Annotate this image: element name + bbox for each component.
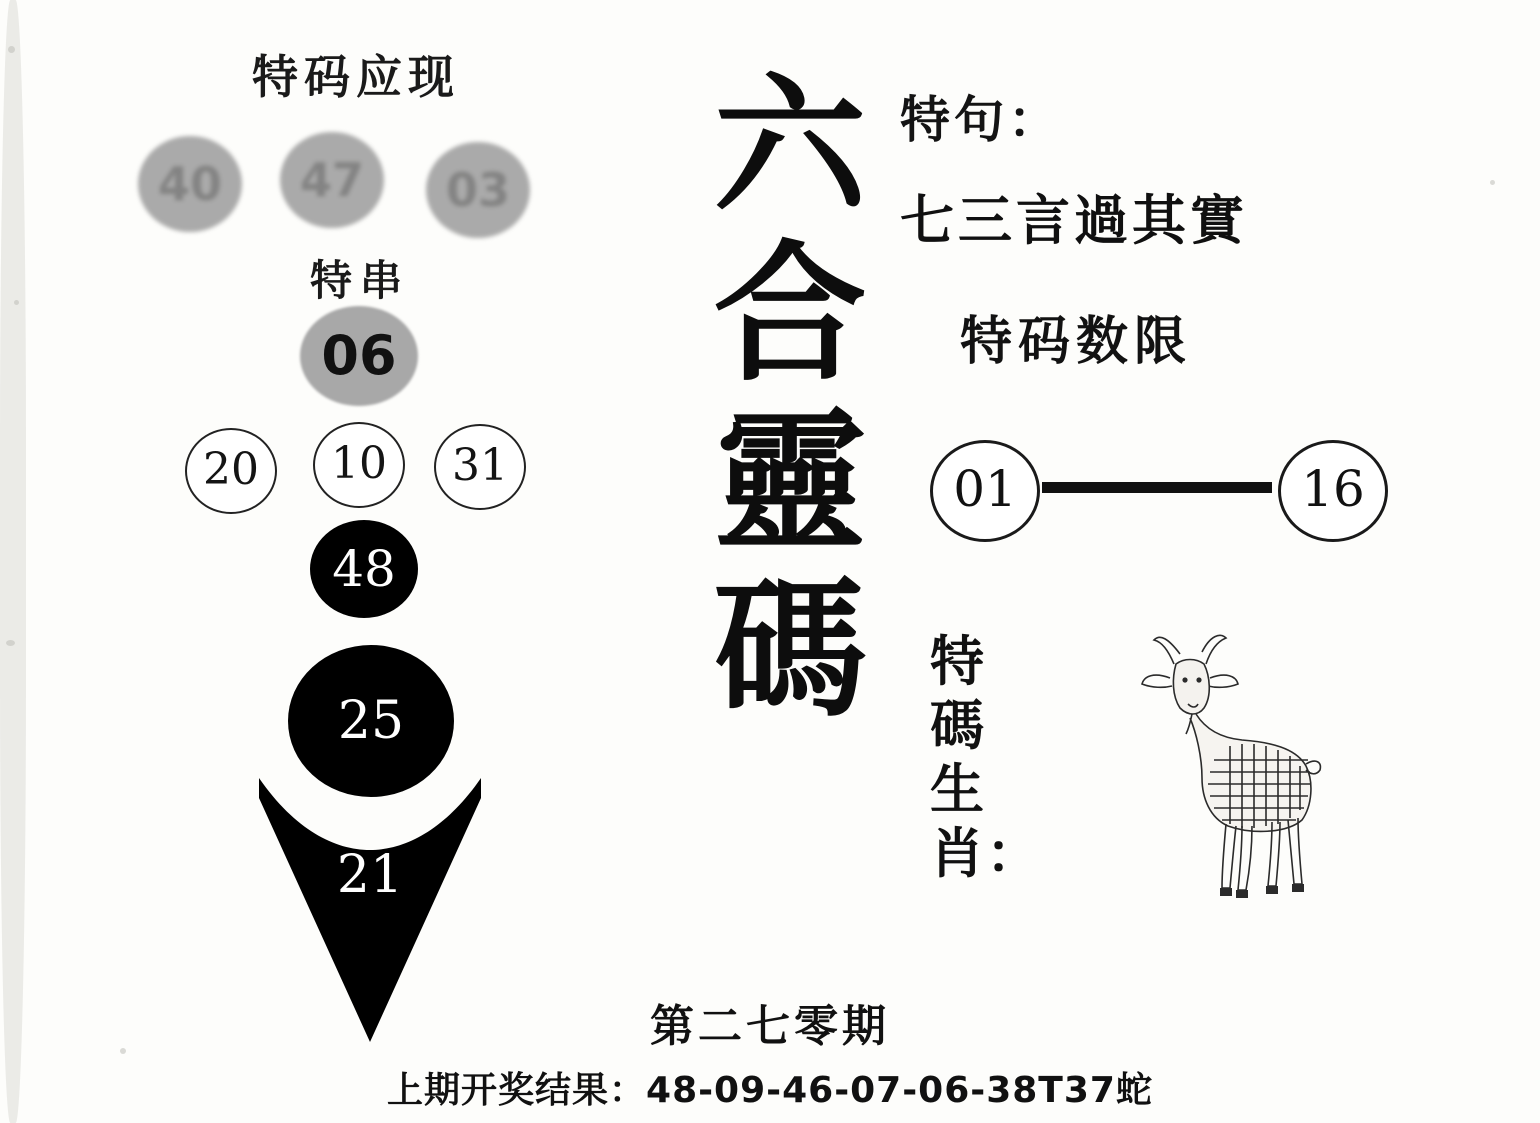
- scan-speck: [6, 640, 15, 646]
- title-char-3: 靈: [713, 394, 867, 570]
- black-ball-48: 48: [310, 520, 418, 618]
- goat-illustration-icon: [1110, 620, 1360, 920]
- right-section: [900, 80, 1460, 374]
- outline-ball-3: 31: [434, 424, 526, 510]
- title-char-1: 六: [713, 58, 867, 234]
- special-phrase-text: 七三言過其實: [900, 188, 1248, 252]
- outline-ball-1: 20: [185, 428, 277, 514]
- main-title: [637, 58, 943, 738]
- zodiac-label: [930, 630, 1060, 886]
- techuan-title: 特串: [309, 256, 410, 305]
- scan-speck: [8, 46, 15, 53]
- last-draw-result: 上期开奖结果：48-09-46-07-06-38T37蛇: [387, 1070, 1153, 1111]
- outline-ball-row: [180, 418, 540, 514]
- zodiac-label-char-1: 特: [930, 630, 986, 693]
- special-phrase-label: 特句：: [900, 90, 1062, 149]
- issue-number: 第二七零期: [650, 1001, 890, 1052]
- scan-speck: [14, 300, 19, 305]
- zodiac-label-char-3: 生: [930, 758, 986, 821]
- range-high-ball: 16: [1278, 440, 1388, 542]
- left-section: [130, 52, 570, 102]
- special-code-appear-title: 特码应现: [252, 50, 460, 104]
- grey-ball-06: 06: [321, 324, 397, 387]
- blurred-ball-1: 40: [138, 136, 242, 232]
- scan-edge-left: [0, 0, 26, 1123]
- blurred-number-row: [138, 128, 558, 238]
- arrow-number-21: 21: [336, 845, 404, 905]
- range-low-ball: 01: [930, 440, 1040, 542]
- number-range-row: [930, 440, 1440, 550]
- title-char-2: 合: [713, 226, 867, 402]
- special-code-limit-label: 特码数限: [960, 312, 1193, 372]
- title-char-4: 碼: [713, 562, 867, 738]
- blurred-ball-3: 03: [426, 142, 530, 238]
- zodiac-label-char-4: 肖：: [930, 822, 1042, 885]
- range-dash: [1042, 482, 1272, 493]
- blurred-ball-2: 47: [280, 132, 384, 228]
- zodiac-label-char-2: 碼: [930, 694, 986, 757]
- outline-ball-2: 10: [313, 422, 405, 508]
- scan-speck: [1490, 180, 1495, 185]
- black-ball-25: 25: [288, 645, 454, 797]
